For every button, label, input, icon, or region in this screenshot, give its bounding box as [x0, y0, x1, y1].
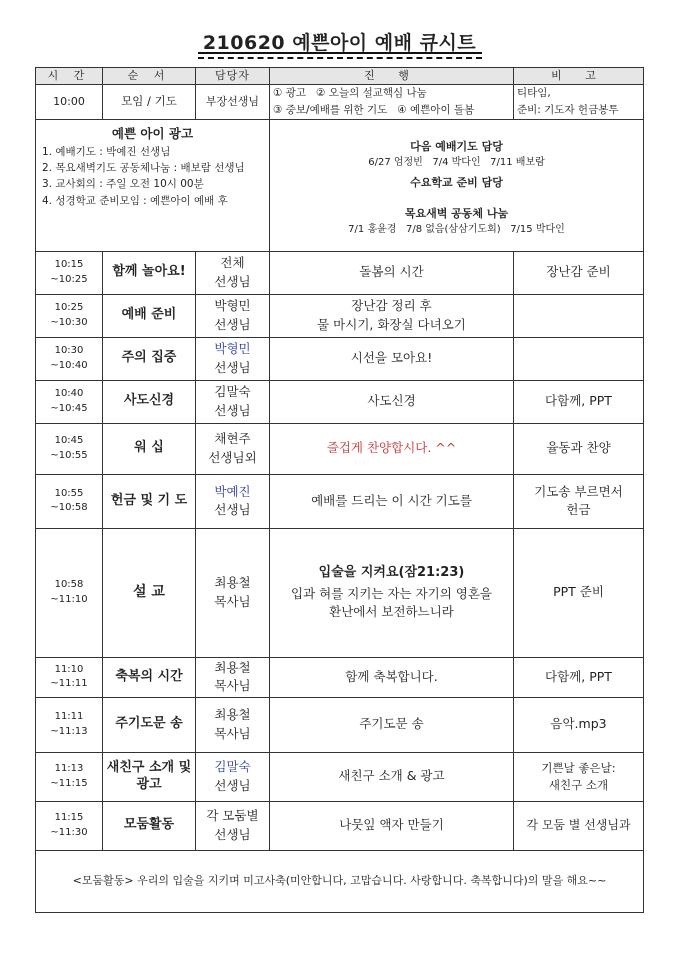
person-title: 선생님: [214, 777, 251, 793]
opening-time: 10:00: [36, 84, 103, 119]
row-program: [270, 294, 514, 337]
row-person: [196, 380, 270, 423]
table-row: [36, 251, 644, 294]
notice-title: 예쁜 아이 광고: [111, 125, 194, 141]
program-line: 장난감 정리 후: [351, 298, 432, 314]
row-segment: 설 교: [103, 528, 196, 657]
title-dashed-underline: [198, 57, 482, 59]
time-end: ~11:11: [50, 678, 88, 690]
note-line: 기쁜날 좋은날:: [541, 760, 616, 775]
cue-sheet-table: [35, 67, 644, 913]
row-note: [514, 474, 644, 528]
sermon-title: 입술을 지켜요(잠21:23): [318, 564, 465, 580]
opening-note-line: 준비: 기도자 헌금봉투: [517, 103, 619, 116]
time-end: ~11:10: [50, 593, 88, 605]
time-start: 11:13: [54, 763, 84, 775]
row-note: PPT 준비: [514, 528, 644, 657]
person-title: 목사님: [214, 725, 251, 741]
row-segment: 축복의 시간: [103, 657, 196, 697]
row-person: [196, 337, 270, 380]
person-name: 각 모둠별: [206, 808, 259, 824]
row-time: [36, 528, 103, 657]
person-name: 박형민: [214, 341, 251, 357]
row-segment: 모둠활동: [103, 801, 196, 850]
row-program: 즐겁게 찬양합시다. ^^: [270, 423, 514, 474]
row-time: [36, 697, 103, 752]
person-name: 전체: [220, 255, 245, 271]
header-row: [36, 68, 644, 85]
person-title: 선생님: [214, 359, 251, 375]
row-person: [196, 801, 270, 850]
footer-row: [36, 850, 644, 912]
person-name: 최용철: [214, 659, 251, 675]
row-note: [514, 294, 644, 337]
table-row: [36, 380, 644, 423]
row-time: [36, 294, 103, 337]
row-time: [36, 752, 103, 801]
time-start: 11:15: [54, 812, 84, 824]
person-title: 목사님: [214, 593, 251, 609]
table-row: [36, 801, 644, 850]
notice-item: 1. 예배기도 : 박예진 선생님: [42, 145, 171, 158]
notice-panel: [36, 119, 270, 251]
row-segment: 함께 놀아요!: [103, 251, 196, 294]
opening-row: [36, 84, 644, 119]
row-person: [196, 294, 270, 337]
person-title: 선생님: [214, 316, 251, 332]
row-time: [36, 801, 103, 850]
time-start: 10:55: [54, 487, 84, 499]
row-program: 나뭇잎 액자 만들기: [270, 801, 514, 850]
time-end: ~11:15: [50, 777, 88, 789]
person-name: 김말숙: [214, 759, 251, 775]
row-time: [36, 474, 103, 528]
row-person: [196, 251, 270, 294]
person-title: 선생님: [214, 273, 251, 289]
row-note: [514, 752, 644, 801]
header-person: 담당자: [196, 68, 270, 85]
time-end: ~10:25: [50, 273, 88, 285]
program-line: 물 마시기, 화장실 다녀오기: [317, 316, 466, 332]
row-time: [36, 657, 103, 697]
row-note: 음악.mp3: [514, 697, 644, 752]
time-start: 10:25: [54, 302, 84, 314]
program-line: 입과 혀를 지키는 자는 자기의 영혼을: [291, 585, 492, 601]
time-end: ~10:58: [50, 502, 88, 514]
time-end: ~10:30: [50, 316, 88, 328]
footer-note: <모둠활동> 우리의 입술을 지키며 미고사축(미안합니다, 고맙습니다. 사랑합니다. 축복합니다)의 말을 해요~~: [36, 850, 644, 912]
opening-program-line: ③ 중보/예배를 위한 기도 ④ 예쁜아이 돌봄: [273, 103, 475, 116]
note-line: 새친구 소개: [548, 777, 609, 792]
person-name: 박형민: [214, 298, 251, 314]
row-program: 예배를 드리는 이 시간 기도를: [270, 474, 514, 528]
row-note: 각 모둠 별 선생님과: [514, 801, 644, 850]
person-name: 최용철: [214, 575, 251, 591]
row-note: 율동과 찬양: [514, 423, 644, 474]
row-time: [36, 251, 103, 294]
table-row: [36, 657, 644, 697]
row-segment: 새친구 소개 및 광고: [103, 752, 196, 801]
row-segment: 주기도문 송: [103, 697, 196, 752]
person-title: 목사님: [214, 678, 251, 694]
table-row: [36, 294, 644, 337]
row-program: 새친구 소개 & 광고: [270, 752, 514, 801]
row-program: 시선을 모아요!: [270, 337, 514, 380]
notice-item: 2. 목요새벽기도 공동체나눔 : 배보람 선생님: [42, 162, 245, 175]
row-segment: 예배 준비: [103, 294, 196, 337]
notice-row: [36, 119, 644, 251]
row-time: [36, 423, 103, 474]
note-line: 헌금: [566, 502, 591, 518]
time-end: ~10:40: [50, 359, 88, 371]
time-end: ~10:45: [50, 402, 88, 414]
program-line: 환난에서 보전하느니라: [329, 603, 454, 619]
table-row: [36, 697, 644, 752]
row-segment: 사도신경: [103, 380, 196, 423]
row-time: [36, 380, 103, 423]
time-start: 10:15: [54, 259, 84, 271]
row-program: 함께 축복합니다.: [270, 657, 514, 697]
row-person: [196, 474, 270, 528]
time-start: 10:58: [54, 579, 84, 591]
opening-note-line: 티타임,: [517, 86, 551, 99]
time-end: ~11:13: [50, 725, 88, 737]
opening-person: 부장선생님: [196, 84, 270, 119]
header-order: 순 서: [103, 68, 196, 85]
duty-heading: 목요새벽 공동체 나눔: [404, 207, 509, 221]
person-title: 선생님외: [208, 449, 257, 465]
opening-program-line: ① 광고 ② 오늘의 설교핵심 나눔: [273, 86, 427, 99]
row-note: [514, 337, 644, 380]
person-title: 선생님: [214, 502, 251, 518]
row-note: 장난감 준비: [514, 251, 644, 294]
time-start: 10:30: [54, 345, 84, 357]
time-end: ~10:55: [50, 449, 88, 461]
time-start: 10:40: [54, 388, 84, 400]
row-person: [196, 657, 270, 697]
time-start: 11:11: [54, 711, 84, 723]
row-segment: 워 십: [103, 423, 196, 474]
row-person: [196, 697, 270, 752]
header-time: 시 간: [36, 68, 103, 85]
note-line: 기도송 부르면서: [534, 483, 623, 499]
page-title: 210620 예쁜아이 예배 큐시트: [202, 32, 477, 54]
row-program: 사도신경: [270, 380, 514, 423]
time-start: 10:45: [54, 435, 84, 447]
notice-item: 3. 교사회의 : 주일 오전 10시 00분: [42, 178, 204, 191]
row-note: 다함께, PPT: [514, 380, 644, 423]
opening-program: [270, 84, 514, 119]
opening-segment: 모임 / 기도: [103, 84, 196, 119]
duty-panel: [270, 119, 644, 251]
person-name: 채현주: [214, 431, 251, 447]
person-name: 박예진: [214, 483, 251, 499]
table-row: [36, 337, 644, 380]
table-row: [36, 423, 644, 474]
header-program: 진 행: [270, 68, 514, 85]
notice-item: 4. 성경학교 준비모임 : 예쁜아이 예배 후: [42, 194, 228, 207]
header-note: 비 고: [514, 68, 644, 85]
row-program: 돌봄의 시간: [270, 251, 514, 294]
row-segment: 헌금 및 기 도: [103, 474, 196, 528]
title-underline: [198, 52, 482, 54]
table-row: [36, 474, 644, 528]
duty-line: 7/1 홍윤경 7/8 없음(삼삼기도회) 7/15 박다인: [348, 224, 565, 236]
opening-note: [514, 84, 644, 119]
time-start: 11:10: [54, 663, 84, 675]
row-person: [196, 423, 270, 474]
person-title: 선생님: [214, 402, 251, 418]
row-note: 다함께, PPT: [514, 657, 644, 697]
row-program: 주기도문 송: [270, 697, 514, 752]
row-program: [270, 528, 514, 657]
row-person: [196, 528, 270, 657]
duty-heading: 수요학교 준비 담당: [410, 176, 503, 190]
person-title: 선생님: [214, 826, 251, 842]
person-name: 최용철: [214, 707, 251, 723]
row-person: [196, 752, 270, 801]
table-row: [36, 752, 644, 801]
table-row: [36, 528, 644, 657]
time-end: ~11:30: [50, 826, 88, 838]
row-segment: 주의 집중: [103, 337, 196, 380]
duty-line: 6/27 엄정빈 7/4 박다인 7/11 배보람: [368, 156, 545, 168]
person-name: 김말숙: [214, 384, 251, 400]
row-time: [36, 337, 103, 380]
duty-heading: 다음 예배기도 담당: [410, 139, 503, 153]
